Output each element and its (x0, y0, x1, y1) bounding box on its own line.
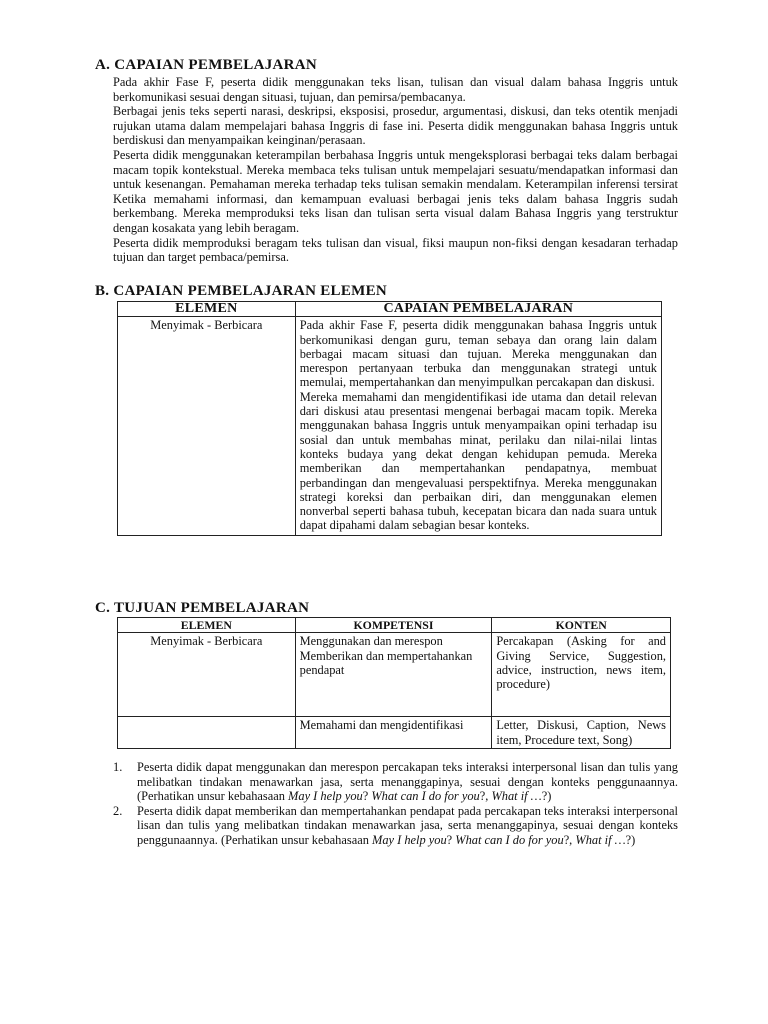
col-header-elemen: ELEMEN (118, 302, 296, 317)
objective-text: Peserta didik dapat menggunakan dan merespon percakapan teks interaksi interpersonal lisan dan tulis yang melibatkan tindakan menawarkan jasa, serta menanggapinya, sesuai dengan konteks penggunaannya. (Perhatikan unsur kebahasaan (137, 760, 678, 804)
list-item (113, 760, 678, 804)
objective-italic: What can I do for you (455, 832, 564, 847)
list-item (113, 804, 678, 848)
objective-italic: What can I do for you (371, 789, 480, 804)
section-a-body (113, 75, 678, 265)
cell-konten: Percakapan (Asking for and Giving Service, Suggestion, advice, instruction, news item, procedure) (492, 633, 671, 717)
objective-italic: May I help you (372, 832, 447, 847)
cell-elemen: Menyimak - Berbicara (118, 633, 296, 717)
tujuan-table (117, 617, 671, 749)
section-a-heading: A. CAPAIAN PEMBELAJARAN (95, 57, 318, 73)
cell-konten: Letter, Diskusi, Caption, News item, Procedure text, Song) (492, 717, 671, 749)
objective-text: ? (362, 789, 372, 804)
table-row (118, 717, 671, 749)
col-header-elemen: ELEMEN (118, 618, 296, 633)
capaian-paragraph: Pada akhir Fase F, peserta didik menggunakan bahasa Inggris untuk berkomunikasi dengan guru, teman sebaya dan orang lain dalam berbagai macam situasi dan tujuan. Mereka menggunakan dan merespon pertanyaan terbuka dan menggunakan strategi untuk memulai, mempertahankan dan menyimpulkan percakapan dan diskusi. (299, 318, 657, 390)
section-a-paragraph: Berbagai jenis teks seperti narasi, deskripsi, eksposisi, prosedur, argumentasi, diskusi, dan teks otentik menjadi rujukan utama dalam mempelajari bahasa Inggris di fase ini. Peserta didik menggunakan bahasa Inggris untuk berdiskusi dan menyampaikan keinginan/perasaan. (113, 104, 678, 148)
list-number: 1. (113, 760, 123, 774)
objective-text: Peserta didik dapat memberikan dan mempertahankan pendapat pada percakapan teks interaksi interpersonal lisan dan tulis yang melibatkan tindakan menawarkan jasa, serta menanggapinya, sesuai dengan konteks penggunaannya. (Perhatikan unsur kebahasaan (137, 803, 678, 847)
section-a-paragraph: Pada akhir Fase F, peserta didik menggunakan teks lisan, tulisan dan visual dalam bahasa Inggris untuk berkomunikasi sesuai dengan situasi, tujuan, dan pemirsa/pembacanya. (113, 75, 678, 104)
section-c-heading: C. TUJUAN PEMBELAJARAN (95, 600, 310, 616)
objective-italic: What if … (491, 789, 542, 804)
section-b-heading: B. CAPAIAN PEMBELAJARAN ELEMEN (95, 283, 388, 299)
table-row (118, 317, 662, 535)
cell-elemen: Menyimak - Berbicara (118, 317, 296, 535)
objective-text: ?, (479, 789, 492, 804)
cell-kompetensi: Memahami dan mengidentifikasi (295, 717, 492, 749)
capaian-paragraph: Mereka memahami dan mengidentifikasi ide utama dan detail relevan dari diskusi atau presentasi mengenai berbagai macam topik. Mereka menggunakan bahasa Inggris untuk menyampaikan opini terhadap isu sosial dan untuk membahas minat, perilaku dan nilai-nilai lintas konteks budaya yang dekat dengan kehidupan pemuda. Mereka memberikan dan mempertahankan pendapatnya, membuat perbandingan dan mengevaluasi perspektifnya. Mereka menggunakan strategi koreksi dan perbaikan diri, dan menggunakan elemen nonverbal seperti bahasa tubuh, kecepatan bicara dan nada suara untuk dapat dipahami dalam sebagian besar konteks. (299, 389, 657, 533)
col-header-kompetensi: KOMPETENSI (295, 618, 492, 633)
objective-text: ?) (625, 832, 636, 847)
objective-italic: May I help you (288, 789, 363, 804)
objective-text: ?) (541, 789, 552, 804)
list-number: 2. (113, 803, 123, 818)
capaian-elemen-table (117, 301, 662, 536)
objective-italic: What if … (575, 832, 626, 847)
col-header-capaian: CAPAIAN PEMBELAJARAN (295, 302, 661, 317)
cell-capaian (295, 317, 661, 535)
cell-elemen (118, 717, 296, 749)
section-a-paragraph: Peserta didik menggunakan keterampilan berbahasa Inggris untuk mengeksplorasi berbagai teks dalam berbagai macam topik kontekstual. Mereka membaca teks tulisan untuk mempelajari sesuatu/mendapatkan informasi dan untuk kesenangan. Pemahaman mereka terhadap teks tulisan semakin mendalam. Keterampilan inferensi tersirat Ketika memahami informasi, dan kemampuan evaluasi berbagai jenis teks dalam bahasa Inggris sudah berkembang. Mereka memproduksi teks lisan dan tulisan serta visual dalam Bahasa Inggris yang terstruktur dengan kosakata yang lebih beragam. (113, 147, 678, 235)
objective-text: ? (446, 832, 456, 847)
table-row (118, 633, 671, 717)
objectives-list (113, 760, 678, 848)
col-header-konten: KONTEN (492, 618, 671, 633)
cell-kompetensi: Menggunakan dan merespon Memberikan dan mempertahankan pendapat (295, 633, 492, 717)
section-a-paragraph: Peserta didik memproduksi beragam teks tulisan dan visual, fiksi maupun non-fiksi dengan kesadaran terhadap tujuan dan target pembaca/pemirsa. (113, 235, 678, 265)
objective-text: ?, (563, 832, 576, 847)
